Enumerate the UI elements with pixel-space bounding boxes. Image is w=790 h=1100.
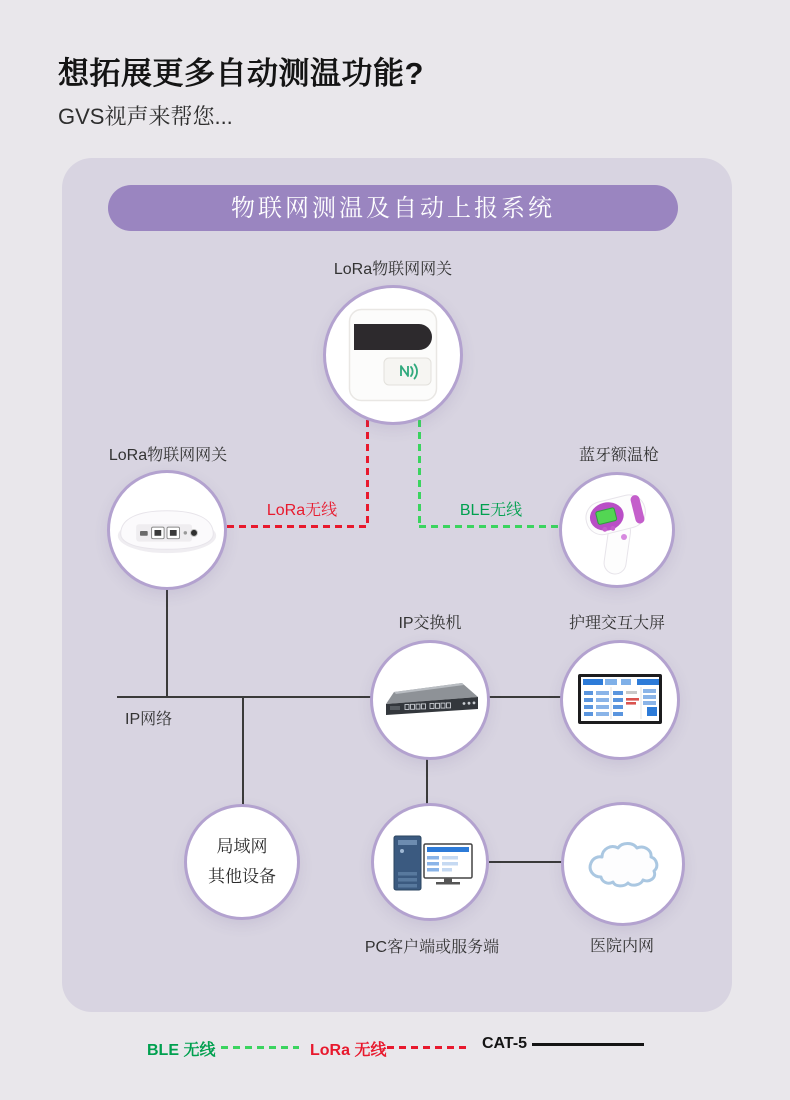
ble-link-label: BLE无线	[459, 502, 523, 519]
legend-lora-dash	[387, 1046, 467, 1049]
ble-link-horizontal	[419, 525, 560, 528]
legend-cat5-label: CAT-5	[482, 1035, 528, 1052]
ip-switch-device-icon	[378, 678, 482, 722]
node-pc-client	[371, 803, 489, 921]
node-lan-devices	[184, 804, 300, 920]
node-nurse-screen	[560, 640, 680, 760]
cloud-icon	[584, 838, 662, 890]
page-title: 想拓展更多自动测温功能?	[58, 56, 424, 91]
pc-device-icon	[386, 830, 474, 894]
lora-link-horizontal	[227, 525, 368, 528]
lora-gateway-device-icon	[348, 308, 438, 402]
node-thermometer	[559, 472, 675, 588]
node-cloud-label: 医院内网	[589, 938, 655, 955]
system-banner: 物联网测温及自动上报系统	[108, 185, 678, 231]
node-lan-devices-label: 局域网 其他设备	[208, 837, 276, 886]
lora-link-vertical	[366, 420, 369, 527]
node-gateway-left-label: LoRa物联网网关	[108, 447, 228, 464]
node-lora-gateway-left	[107, 470, 227, 590]
page-subtitle: GVS视声来帮您...	[58, 104, 233, 129]
node-lora-gateway-top	[323, 285, 463, 425]
legend-ble-dash	[221, 1046, 299, 1049]
node-ip-switch	[370, 640, 490, 760]
legend-cat5-line	[532, 1043, 644, 1046]
line-bus-to-lan-devices	[242, 698, 244, 806]
line-switch-to-screen	[489, 696, 561, 698]
node-gateway-top-label: LoRa物联网网关	[333, 261, 453, 278]
ble-link-vertical	[418, 420, 421, 527]
lora-link-label: LoRa无线	[266, 502, 338, 519]
node-hospital-intranet	[561, 802, 685, 926]
line-pc-to-cloud	[489, 861, 562, 863]
node-screen-label: 护理交互大屏	[568, 615, 666, 632]
legend-lora-label: LoRa 无线	[310, 1042, 387, 1059]
lora-router-device-icon	[113, 502, 221, 558]
line-ip-bus-left	[117, 696, 371, 698]
thermometer-device-icon	[580, 482, 654, 578]
ip-network-label: IP网络	[125, 711, 173, 728]
node-thermometer-label: 蓝牙额温枪	[578, 447, 660, 464]
line-gateway-left-to-bus	[166, 589, 168, 697]
line-switch-to-pc	[426, 759, 428, 805]
node-switch-label: IP交换机	[398, 615, 462, 632]
legend-ble-label: BLE 无线	[147, 1042, 216, 1059]
node-pc-label: PC客户端或服务端	[364, 939, 500, 956]
nurse-screen-device-icon	[577, 673, 663, 727]
